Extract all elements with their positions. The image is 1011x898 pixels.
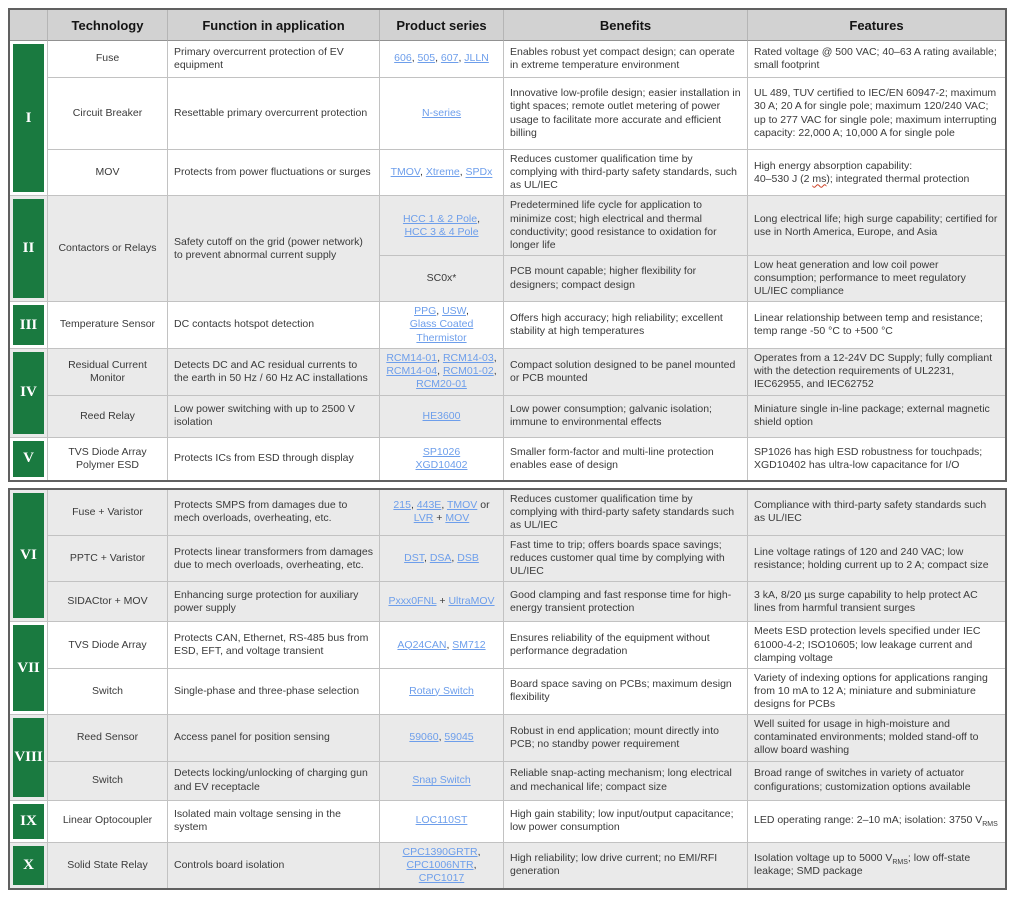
cell-features [748,843,1005,888]
section-numeral-III [10,302,48,348]
section-numeral-V [10,438,48,480]
text-segment: , [441,499,447,512]
cell-function: Access panel for position sensing [168,715,380,761]
cell-product-series [380,490,504,536]
table-row [10,669,1005,715]
section-numeral-VIII [10,715,48,800]
header-product-series: Product series [380,10,504,41]
cell-benefits: Innovative low-profile design; easier installation in tight spaces; remote outlet metering of power usage to facilitate more accurate and efficient billing [504,78,748,150]
cell-function: Protects from power fluctuations or surges [168,150,380,196]
cell-technology: Residual Current Monitor [48,349,168,396]
cell-product-series [380,582,504,622]
cell-features: Meets ESD protection levels specified under IEC 61000-4-2; ISO10605; low leakage current and clamping voltage [748,622,1005,668]
cell-features: Well suited for usage in high-moisture and contaminated environments; molded stand-off to allow board washing [748,715,1005,761]
table-row [10,582,1005,622]
cell-product-series [380,438,504,480]
cell-technology: Reed Relay [48,396,168,438]
cell-product-series [380,150,504,196]
cell-technology: Fuse + Varistor [48,490,168,536]
product-link[interactable]: N-series [421,106,462,119]
cell-features: SP1026 has high ESD robustness for touchpads; XGD10402 has ultra-low capacitance for I/O [748,438,1005,480]
cell-technology: Switch [48,669,168,715]
section-numeral-I [10,41,48,196]
cell-technology: Switch [48,762,168,801]
text-segment: RMS [982,821,998,829]
product-link[interactable]: Pxxx0FNL [388,595,437,608]
text-segment: or [477,499,490,512]
product-link[interactable]: HCC 3 & 4 Pole [404,225,479,238]
product-link[interactable]: SPDx [465,166,493,179]
cell-features: Low heat generation and low coil power consumption; performance to meet regulatory UL/IEC compliance [748,256,1005,302]
product-link[interactable]: RCM14-04 [386,365,438,378]
section-numeral-label: IX [13,804,44,839]
cell-product-series [380,536,504,582]
section-numeral-label: X [13,846,44,885]
product-link[interactable]: RCM01-02 [442,365,494,378]
cell-technology: Circuit Breaker [48,78,168,150]
table-row [10,801,1005,843]
cell-benefits: High gain stability; low input/output capacitance; low power consumption [504,801,748,843]
table-row [10,396,1005,438]
text-segment: , [451,552,458,565]
product-link[interactable]: CPC1017 [418,871,465,884]
cell-benefits: Predetermined life cycle for application to minimize cost; high electrical and thermal conductivity; good resistance to oxidation for longer life [504,196,748,256]
cell-function: Protects linear transformers from damages due to mech overloads, overheating, etc. [168,536,380,582]
product-link[interactable]: SP1026 [422,445,461,458]
table-row [10,715,1005,761]
cell-benefits: Reliable snap-acting mechanism; long electrical and mechanical life; compact size [504,762,748,801]
cell-function: Primary overcurrent protection of EV equipment [168,41,380,78]
cell-function: Protects CAN, Ethernet, RS-485 bus from ESD, EFT, and voltage transient [168,622,380,668]
table-row [10,150,1005,196]
cell-benefits: Low power consumption; galvanic isolation; immune to environmental effects [504,396,748,438]
text-segment: , [437,351,443,364]
product-link[interactable]: HE3600 [422,409,461,422]
table-row [10,438,1005,480]
product-link[interactable]: 59060 [409,731,439,744]
product-link[interactable]: TMOV [446,499,478,512]
cell-function: Detects DC and AC residual currents to the earth in 50 Hz / 60 Hz AC installations [168,349,380,396]
section-numeral-label: III [13,305,44,344]
product-link[interactable]: XGD10402 [415,458,468,471]
product-link[interactable]: Rotary Switch [409,684,474,697]
product-link[interactable]: HCC 1 & 2 Pole [402,212,478,225]
cell-benefits: Smaller form-factor and multi-line protection enables ease of design [504,438,748,480]
section-numeral-label: VII [13,625,44,711]
product-link[interactable]: RCM20-01 [416,378,467,391]
text-segment: , [411,52,418,65]
table-row [10,41,1005,78]
product-link[interactable]: TMOV [390,166,420,179]
section-numeral-label: VIII [13,718,44,796]
cell-benefits: Enables robust yet compact design; can operate in extreme temperature environment [504,41,748,78]
cell-benefits: Fast time to trip; offers boards space savings; reduces customer qual time by complying with UL/IEC [504,536,748,582]
section-numeral-VI [10,490,48,623]
cell-features: Variety of indexing options for applications ranging from 10 mA to 12 A; miniature and subminiature designs for PCBs [748,669,1005,715]
cell-technology: TVS Diode Array [48,622,168,668]
section-numeral-label: IV [13,352,44,434]
cell-technology: SIDACtor + MOV [48,582,168,622]
cell-function: Resettable primary overcurrent protection [168,78,380,150]
header-technology: Technology [48,10,168,41]
product-link[interactable]: 215 [393,499,411,512]
text-segment: RMS [892,859,908,867]
cell-technology: PPTC + Varistor [48,536,168,582]
cell-function: Low power switching with up to 2500 V isolation [168,396,380,438]
cell-features: Long electrical life; high surge capability; certified for use in North America, Europe, and Asia [748,196,1005,256]
product-link[interactable]: CPC1390GRTR [402,845,478,858]
cell-function: Enhancing surge protection for auxiliary power supply [168,582,380,622]
text-segment: ); integrated thermal protection [826,172,970,185]
cell-product-series [380,256,504,302]
cell-product-series [380,715,504,761]
table-row [10,536,1005,582]
cell-benefits: Reduces customer qualification time by complying with third-party safety standards such as UL/IEC [504,490,748,536]
text-segment: , [477,212,481,225]
product-link[interactable]: Glass Coated Thermistor [409,318,474,344]
cell-function: Protects ICs from ESD through display [168,438,380,480]
header-function: Function in application [168,10,380,41]
cell-benefits: Board space saving on PCBs; maximum design flexibility [504,669,748,715]
product-link[interactable]: LOC110ST [415,814,468,827]
table-row [10,490,1005,536]
text-segment: , [466,305,469,318]
cell-function: Single-phase and three-phase selection [168,669,380,715]
product-link[interactable]: LVR [413,512,434,525]
cell-technology: Temperature Sensor [48,302,168,348]
table-row [10,196,1005,256]
product-link[interactable]: 443E [416,499,442,512]
cell-product-series [380,801,504,843]
text-segment: , [459,166,466,179]
product-link[interactable]: DSB [457,552,479,565]
section-numeral-VII [10,622,48,715]
section-numeral-label: VI [13,493,44,619]
table-row [10,762,1005,801]
text-segment: 40–530 J (2 [754,172,813,185]
section-numeral-X [10,843,48,888]
cell-product-series [380,349,504,396]
text-segment: , [437,365,443,378]
text-segment: ms [812,172,827,185]
text-segment: , [458,52,465,65]
text-segment: , [477,845,481,858]
cell-benefits: Offers high accuracy; high reliability; excellent stability at high temperatures [504,302,748,348]
product-link[interactable]: Snap Switch [412,773,471,786]
cell-benefits: Robust in end application; mount directly into PCB; no standby power requirement [504,715,748,761]
cell-technology: Contactors or Relays [48,196,168,302]
cell-technology: MOV [48,150,168,196]
cell-features [748,150,1005,196]
product-link[interactable]: MOV [445,512,470,525]
product-link[interactable]: 505 [417,52,436,65]
section-numeral-label: I [13,44,44,192]
cell-benefits: PCB mount capable; higher flexibility for designers; compact design [504,256,748,302]
cell-function: Isolated main voltage sensing in the system [168,801,380,843]
cell-product-series [380,41,504,78]
section-numeral-II [10,196,48,302]
header-benefits: Benefits [504,10,748,41]
product-link[interactable]: 606 [394,52,412,65]
text-segment: , [493,365,497,378]
cell-product-series [380,762,504,801]
cell-features [748,801,1005,843]
cell-features: Rated voltage @ 500 VAC; 40–63 A rating available; small footprint [748,41,1005,78]
table-row [10,302,1005,348]
header-row [10,10,1005,41]
cell-features: Compliance with third-party safety standards such as UL/IEC [748,490,1005,536]
product-link[interactable]: CPC1006NTR [406,858,474,871]
cell-product-series [380,396,504,438]
cell-function: Protects SMPS from damages due to mech overloads, overheating, etc. [168,490,380,536]
product-link[interactable]: SM712 [452,638,486,651]
cell-benefits: Good clamping and fast response time for high-energy transient protection [504,582,748,622]
cell-features: Line voltage ratings of 120 and 240 VAC; low resistance; holding current up to 2 A; compact size [748,536,1005,582]
cell-product-series [380,843,504,888]
product-link[interactable]: 607 [440,52,459,65]
product-link[interactable]: RCM14-03 [442,351,494,364]
cell-technology: TVS Diode Array Polymer ESD [48,438,168,480]
product-link[interactable]: RCM14-01 [386,351,438,364]
product-link[interactable]: AQ24CAN [397,638,447,651]
text-segment: , [473,858,477,871]
cell-features: Linear relationship between temp and resistance; temp range -50 °C to +500 °C [748,302,1005,348]
text-segment: , [435,52,441,65]
technology-table-lower [8,488,1007,890]
text-segment: Isolation voltage up to 5000 V [754,852,893,865]
cell-function: DC contacts hotspot detection [168,302,380,348]
cell-product-series [380,302,504,348]
table-row [10,78,1005,150]
header-cell-spacer [10,10,48,41]
cell-benefits: Reduces customer qualification time by complying with third-party safety standards, such as UL/IEC [504,150,748,196]
table-row [10,349,1005,396]
section-numeral-label: V [13,441,44,477]
cell-product-series [380,196,504,256]
cell-technology: Fuse [48,41,168,78]
text-segment: ; low off-state leakage; SMD package [754,852,971,878]
cell-technology: Reed Sensor [48,715,168,761]
product-link[interactable]: USW [442,305,467,318]
product-link[interactable]: JLLN [464,52,489,65]
product-link[interactable]: Xtreme [425,166,460,179]
cell-features: Operates from a 12-24V DC Supply; fully compliant with the detection requirements of UL2231, IEC62955, and IEC62752 [748,349,1005,396]
text-segment: , [438,731,445,744]
text-segment: LED operating range: 2–10 mA; isolation: 3750 V [754,814,983,827]
cell-features: Miniature single in-line package; external magnetic shield option [748,396,1005,438]
text-segment: , [410,499,417,512]
cell-benefits: High reliability; low drive current; no EMI/RFI generation [504,843,748,888]
product-link[interactable]: DSA [429,552,452,565]
cell-product-series [380,622,504,668]
cell-product-series [380,669,504,715]
header-features: Features [748,10,1005,41]
product-link[interactable]: 59045 [444,731,474,744]
product-link[interactable]: PPG [414,305,437,318]
cell-function: Safety cutoff on the grid (power network) to prevent abnormal current supply [168,196,380,302]
section-numeral-label: II [13,199,44,298]
cell-features: Broad range of switches in variety of actuator configurations; customization options available [748,762,1005,801]
section-numeral-IX [10,801,48,843]
technology-table-upper [8,8,1007,482]
text-segment: , [420,166,426,179]
text-segment: , [436,305,443,318]
product-link[interactable]: UltraMOV [448,595,495,608]
cell-features: UL 489, TUV certified to IEC/EN 60947-2; maximum 30 A; 20 A for single pole; maximum 120/240 VAC; up to 277 VAC for single pole; maximum interrupting capacity: 22,000 A; 10,000 A for single pole [748,78,1005,150]
cell-product-series [380,78,504,150]
text-segment: , [446,638,453,651]
text-segment: SC0x* [426,272,457,284]
cell-benefits: Ensures reliability of the equipment without performance degradation [504,622,748,668]
table-row [10,843,1005,888]
cell-benefits: Compact solution designed to be panel mounted or PCB mounted [504,349,748,396]
product-link[interactable]: DST [404,552,424,565]
text-segment: + [436,595,449,608]
cell-function: Detects locking/unlocking of charging gun and EV receptacle [168,762,380,801]
cell-function: Controls board isolation [168,843,380,888]
text-segment: , [493,351,497,364]
cell-technology: Solid State Relay [48,843,168,888]
text-segment: + [433,512,446,525]
text-segment: High energy absorption capability: [754,159,913,172]
table-row [10,622,1005,668]
cell-technology: Linear Optocoupler [48,801,168,843]
cell-features: 3 kA, 8/20 µs surge capability to help protect AC lines from harmful transient surges [748,582,1005,622]
section-numeral-IV [10,349,48,438]
text-segment: , [423,552,430,565]
